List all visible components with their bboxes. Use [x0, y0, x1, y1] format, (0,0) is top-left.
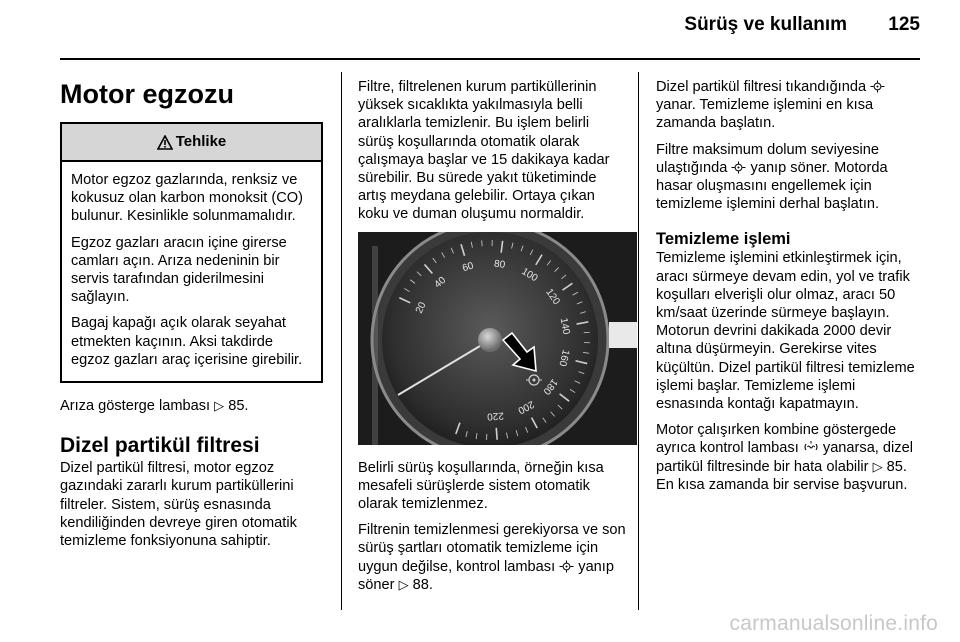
gauge-label: 20: [413, 300, 429, 315]
gauge-label: 100: [519, 265, 540, 284]
indicator-page-link[interactable]: 85.: [228, 398, 249, 415]
col3-paragraph-4-text: En kısa zamanda bir servise başvurun.: [656, 476, 908, 493]
gauge-label: 60: [461, 260, 475, 274]
side-panel: [609, 322, 637, 348]
column-divider-2: [638, 72, 639, 610]
section-heading-dpf: Dizel partikül filtresi: [60, 434, 260, 458]
col3-paragraph-4: [656, 421, 922, 494]
gauge-label: 160: [556, 348, 572, 367]
page-title: Motor egzozu: [60, 79, 234, 109]
section-heading-cleaning: Temizleme işlemi: [656, 230, 791, 249]
gauge-label: 120: [543, 286, 562, 307]
indicator-text: Arıza gösterge lambası: [60, 398, 211, 415]
gauge-label: 40: [432, 274, 449, 291]
page-ref-link[interactable]: 88.: [412, 576, 433, 593]
danger-box-header: [62, 124, 321, 162]
col3-paragraph-4-text: yanarsa, dizel partikül filtresinde bir hata olabilir: [656, 440, 913, 475]
col2-paragraph-3-text: Filtrenin temizlenmesi gerekiyorsa ve son sürüş şartları otomatik temizleme için uygun değilse, kontrol lambası: [358, 522, 626, 575]
col3-paragraph-1: [656, 78, 922, 133]
dpf-lamp-icon: [559, 560, 574, 573]
gauge-label: 180: [540, 376, 560, 397]
col2-paragraph-3: [358, 521, 626, 594]
header-rule: [60, 58, 920, 60]
section-title: Sürüş ve kullanım: [684, 14, 848, 35]
page-header: [684, 14, 920, 36]
danger-box: [60, 122, 323, 383]
speedometer-photo: [358, 232, 637, 445]
col3-paragraph-2: [656, 141, 922, 214]
page-ref-link[interactable]: 85.: [886, 458, 907, 475]
page-number: 125: [888, 14, 920, 35]
col3-paragraph-1-text: Dizel partikül filtresi tıkandığında: [656, 79, 867, 95]
col2-paragraph-1: Filtre, filtrelenen kurum partiküllerinin yüksek sıcaklıkta yakılmasıyla belli aralıklarla temizlenir. Bu işlem belirli sürüş koşullarında otomatik olarak çalışmaya başlar ve 15 dakikaya kadar sürebilir. Bu sürede yakıt tüketiminde artış meydana gelebilir. Ortaya çıkan koku ve duman oluşumu normaldir.: [358, 79, 610, 223]
danger-paragraph: Motor egzoz gazlarında, renksiz ve kokusuz olan karbon monoksit (CO) bulunur. Kesinlikle solunmamalıdır.: [71, 172, 303, 225]
glow-plug-icon: [803, 440, 819, 454]
page-ref-arrow-icon: ▷: [214, 398, 225, 414]
column-3: [656, 78, 922, 502]
gauge-label: 220: [486, 409, 505, 422]
indicator-reference: [60, 397, 323, 415]
danger-paragraph: Bagaj kapağı açık olarak seyahat etmekten kaçının. Aksi takdirde egzoz gazları araç içerisine girebilir.: [71, 315, 303, 368]
danger-box-body: [62, 162, 321, 381]
page-ref-arrow-icon: ▷: [872, 458, 883, 474]
col3-paragraph-1-text: yanar. Temizleme işlemini en kısa zamanda başlatın.: [656, 97, 874, 132]
dpf-lamp-icon: [731, 161, 746, 174]
dpf-lamp-icon: [870, 80, 885, 93]
gauge-label: 80: [493, 258, 506, 271]
gauge-label: 140: [557, 316, 572, 336]
speedometer-illustration: [358, 232, 637, 445]
col3-paragraph-2-text: Filtre maksimum dolum seviyesine ulaştığında: [656, 141, 880, 176]
col3-paragraph-3: Temizleme işlemini etkinleştirmek için, aracı sürmeye devam edin, yol ve trafik koşulları elverişli olur olmaz, aracı 50 km/saat üzerinde sürmeye başlayın. Motorun devrini dakikada 2000 devir altına düşürmeyin. Gerekirse vites küçültün. Dizel partikül filtresi temizleme işlemi başlar. Temizleme işlemi esnasında kontağı kapatmayın.: [656, 250, 915, 413]
col3-paragraph-4-text: Motor çalışırken kombine göstergede ayrıca kontrol lambası: [656, 422, 897, 457]
page-ref-arrow-icon: ▷: [398, 576, 409, 592]
side-trim: [372, 246, 378, 445]
danger-paragraph: Egzoz gazları aracın içine girerse camları açın. Arıza nedeninin bir servis tarafından giderilmesini sağlayın.: [71, 234, 287, 306]
column-divider-1: [341, 72, 342, 610]
col2-paragraph-3-text: yanıp söner: [358, 558, 614, 593]
column-1: [60, 78, 323, 558]
gauge-hub: [478, 328, 502, 352]
warning-triangle-icon: [157, 135, 173, 150]
danger-box-title: Tehlike: [175, 132, 227, 150]
col3-paragraph-2-text: yanıp söner. Motorda hasar oluşmasını engellemek için temizleme işlemini derhal başlatın.: [656, 159, 888, 213]
col2-paragraph-2: Belirli sürüş koşullarında, örneğin kısa mesafeli sürüşlerde sistem otomatik olarak temizlenmez.: [358, 459, 604, 513]
gauge-label: 200: [515, 397, 536, 416]
gauge-tick: [496, 427, 497, 439]
column-2: [358, 78, 626, 602]
watermark: carmanualsonline.info: [729, 612, 938, 635]
dpf-paragraph: Dizel partikül filtresi, motor egzoz gazındaki zararlı kurum partiküllerini filtreler. Sistem, sürüş esnasında kendiliğinden devreye giren otomatik temizleme fonksiyonuna sahiptir.: [60, 460, 297, 550]
